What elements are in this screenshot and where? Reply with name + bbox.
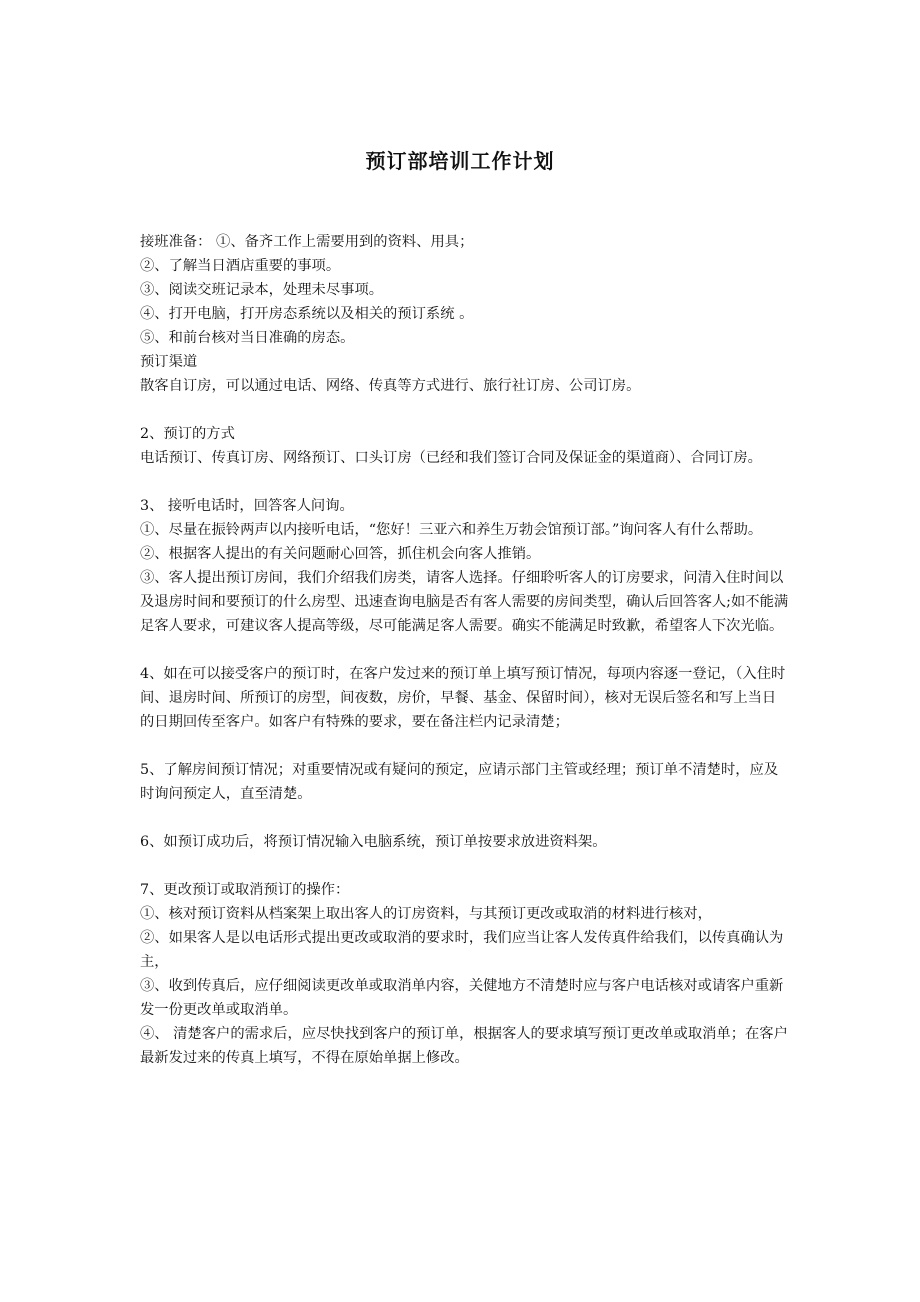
paragraph-line: 预订渠道 bbox=[140, 354, 198, 370]
paragraph-line: ①、核对预订资料从档案架上取出客人的订房资料，与其预订更改或取消的材料进行核对， bbox=[140, 906, 712, 922]
paragraph-line: 4、如在可以接受客户的预订时，在客户发过来的预订单上填写预订情况，每项内容逐一登记，（入住时间、退房时间、所预订的房型，间夜数，房价，早餐、基金、保留时间），核对无误后签名和写上当日的日期回传至客户。如客户有特殊的要求，要在备注栏内记录清楚； bbox=[140, 666, 786, 730]
paragraph-line: 5、了解房间预订情况；对重要情况或有疑问的预定，应请示部门主管或经理；预订单不清楚时，应及时询问预定人，直至清楚。 bbox=[140, 762, 779, 802]
paragraph-line: ②、如果客人是以电话形式提出更改或取消的要求时，我们应当让客人发传真件给我们，以传真确认为主， bbox=[140, 930, 784, 970]
document-body bbox=[140, 230, 790, 1070]
paragraph-gap bbox=[140, 854, 790, 878]
paragraph-gap bbox=[140, 398, 790, 422]
paragraph-line: ①、尽量在振铃两声以内接听电话，“您好！三亚六和养生万勃会馆预订部。”询问客人有什么帮助。 bbox=[140, 522, 763, 538]
paragraph-line: 接班准备： ①、备齐工作上需要用到的资料、用具； bbox=[140, 234, 474, 250]
paragraph-line: 电话预订、传真订房、网络预订、口头订房（已经和我们签订合同及保证金的渠道商）、合同订房。 bbox=[140, 450, 762, 466]
paragraph-gap bbox=[140, 806, 790, 830]
paragraph-line: 7、更改预订或取消预订的操作： bbox=[140, 882, 350, 898]
paragraph-gap bbox=[140, 470, 790, 494]
paragraph-line: ④、打开电脑，打开房态系统以及相关的预订系统 。 bbox=[140, 306, 474, 322]
paragraph-line: ③、客人提出预订房间，我们介绍我们房类，请客人选择。仔细聆听客人的订房要求，问清入住时间以及退房时间和要预订的什么房型、迅速查询电脑是否有客人需要的房间类型，确认后回答客人;如不能满足客人要求，可建议客人提高等级，尽可能满足客人需要。确实不能满足时致歉，希望客人下次光临。 bbox=[140, 570, 789, 634]
document-title: 预订部培训工作计划 bbox=[365, 149, 555, 173]
paragraph-line: 6、如预订成功后，将预订情况输入电脑系统，预订单按要求放进资料架。 bbox=[140, 834, 607, 850]
paragraph-line: 2、预订的方式 bbox=[140, 426, 235, 442]
paragraph-line: 3、 接听电话时，回答客人问询。 bbox=[140, 498, 354, 514]
paragraph-line: ③、阅读交班记录本，处理未尽事项。 bbox=[140, 282, 384, 298]
paragraph-line: ⑤、和前台核对当日准确的房态。 bbox=[140, 330, 355, 346]
paragraph-line: ②、根据客人提出的有关问题耐心回答，抓住机会向客人推销。 bbox=[140, 546, 541, 562]
paragraph-line: 散客自订房，可以通过电话、网络、传真等方式进行、旅行社订房、公司订房。 bbox=[140, 378, 641, 394]
paragraph-line: ③、收到传真后，应仔细阅读更改单或取消单内容，关健地方不清楚时应与客户电话核对或请客户重新发一份更改单或取消单。 bbox=[140, 978, 784, 1018]
paragraph-line: ②、了解当日酒店重要的事项。 bbox=[140, 258, 341, 274]
paragraph-gap bbox=[140, 638, 790, 662]
paragraph-gap bbox=[140, 734, 790, 758]
paragraph-line: ④、 清楚客户的需求后，应尽快找到客户的预订单，根据客人的要求填写预订更改单或取消单；在客户最新发过来的传真上填写，不得在原始单据上修改。 bbox=[140, 1026, 788, 1066]
